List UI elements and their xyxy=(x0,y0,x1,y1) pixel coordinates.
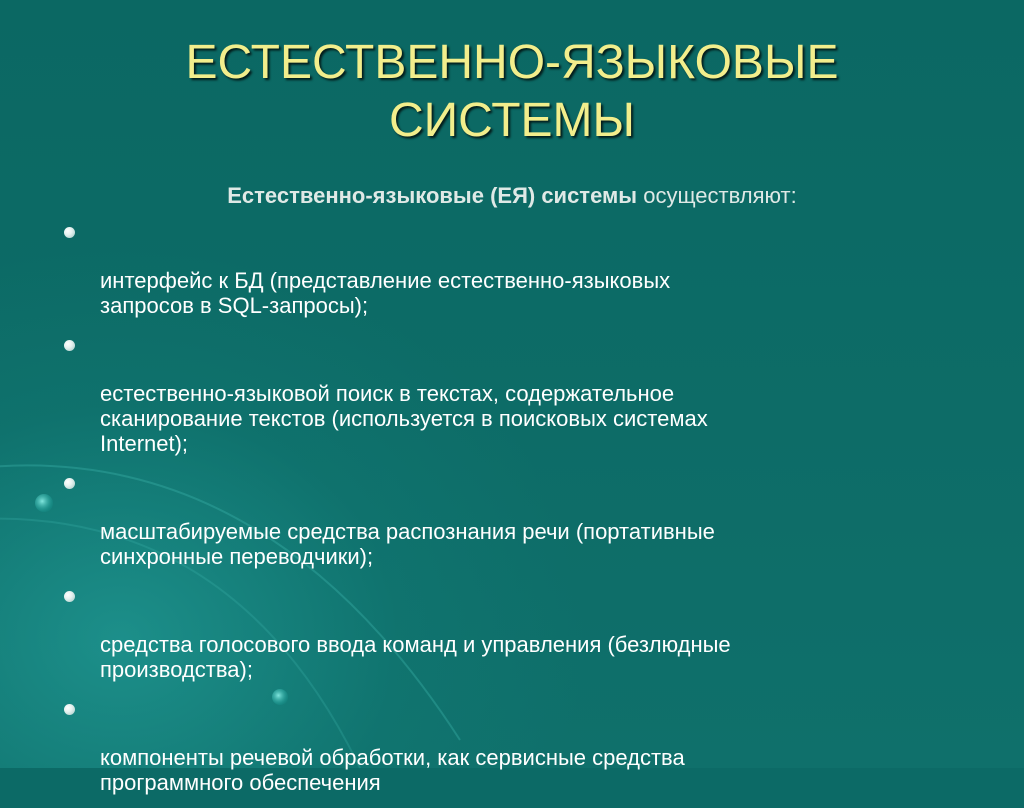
intro-rest-text: осуществляют: xyxy=(637,183,797,208)
list-item xyxy=(60,469,940,569)
white-dot-bullet-icon xyxy=(64,227,75,238)
list-item-text: средства голосового ввода команд и управления (безлюдные производства); xyxy=(100,632,731,682)
list-item xyxy=(60,331,940,456)
list-item-text: интерфейс к БД (представление естественно-языковых запросов в SQL-запросы); xyxy=(100,268,671,318)
list-item-text: естественно-языковой поиск в текстах, содержательное сканирование текстов (используется в поисковых системах Internet); xyxy=(100,381,708,456)
intro-text xyxy=(0,182,1024,210)
slide-title xyxy=(0,34,1024,150)
list-item xyxy=(60,218,940,318)
bullet-list xyxy=(60,218,940,808)
intro-bold-text: Естественно-языковые (ЕЯ) системы xyxy=(227,183,638,208)
slide-title-line1: ЕСТЕСТВЕННО-ЯЗЫКОВЫЕ xyxy=(185,36,839,89)
white-dot-bullet-icon xyxy=(64,591,75,602)
list-item-text: масштабируемые средства распознания речи (портативные синхронные переводчики); xyxy=(100,519,715,569)
slide-title-line2: СИСТЕМЫ xyxy=(388,94,636,147)
white-dot-bullet-icon xyxy=(64,478,75,489)
list-item xyxy=(60,582,940,682)
white-dot-bullet-icon xyxy=(64,340,75,351)
list-item-text: компоненты речевой обработки, как сервисные средства программного обеспечения xyxy=(100,745,685,795)
decorative-orb-large xyxy=(35,494,53,512)
white-dot-bullet-icon xyxy=(64,704,75,715)
list-item xyxy=(60,695,940,795)
